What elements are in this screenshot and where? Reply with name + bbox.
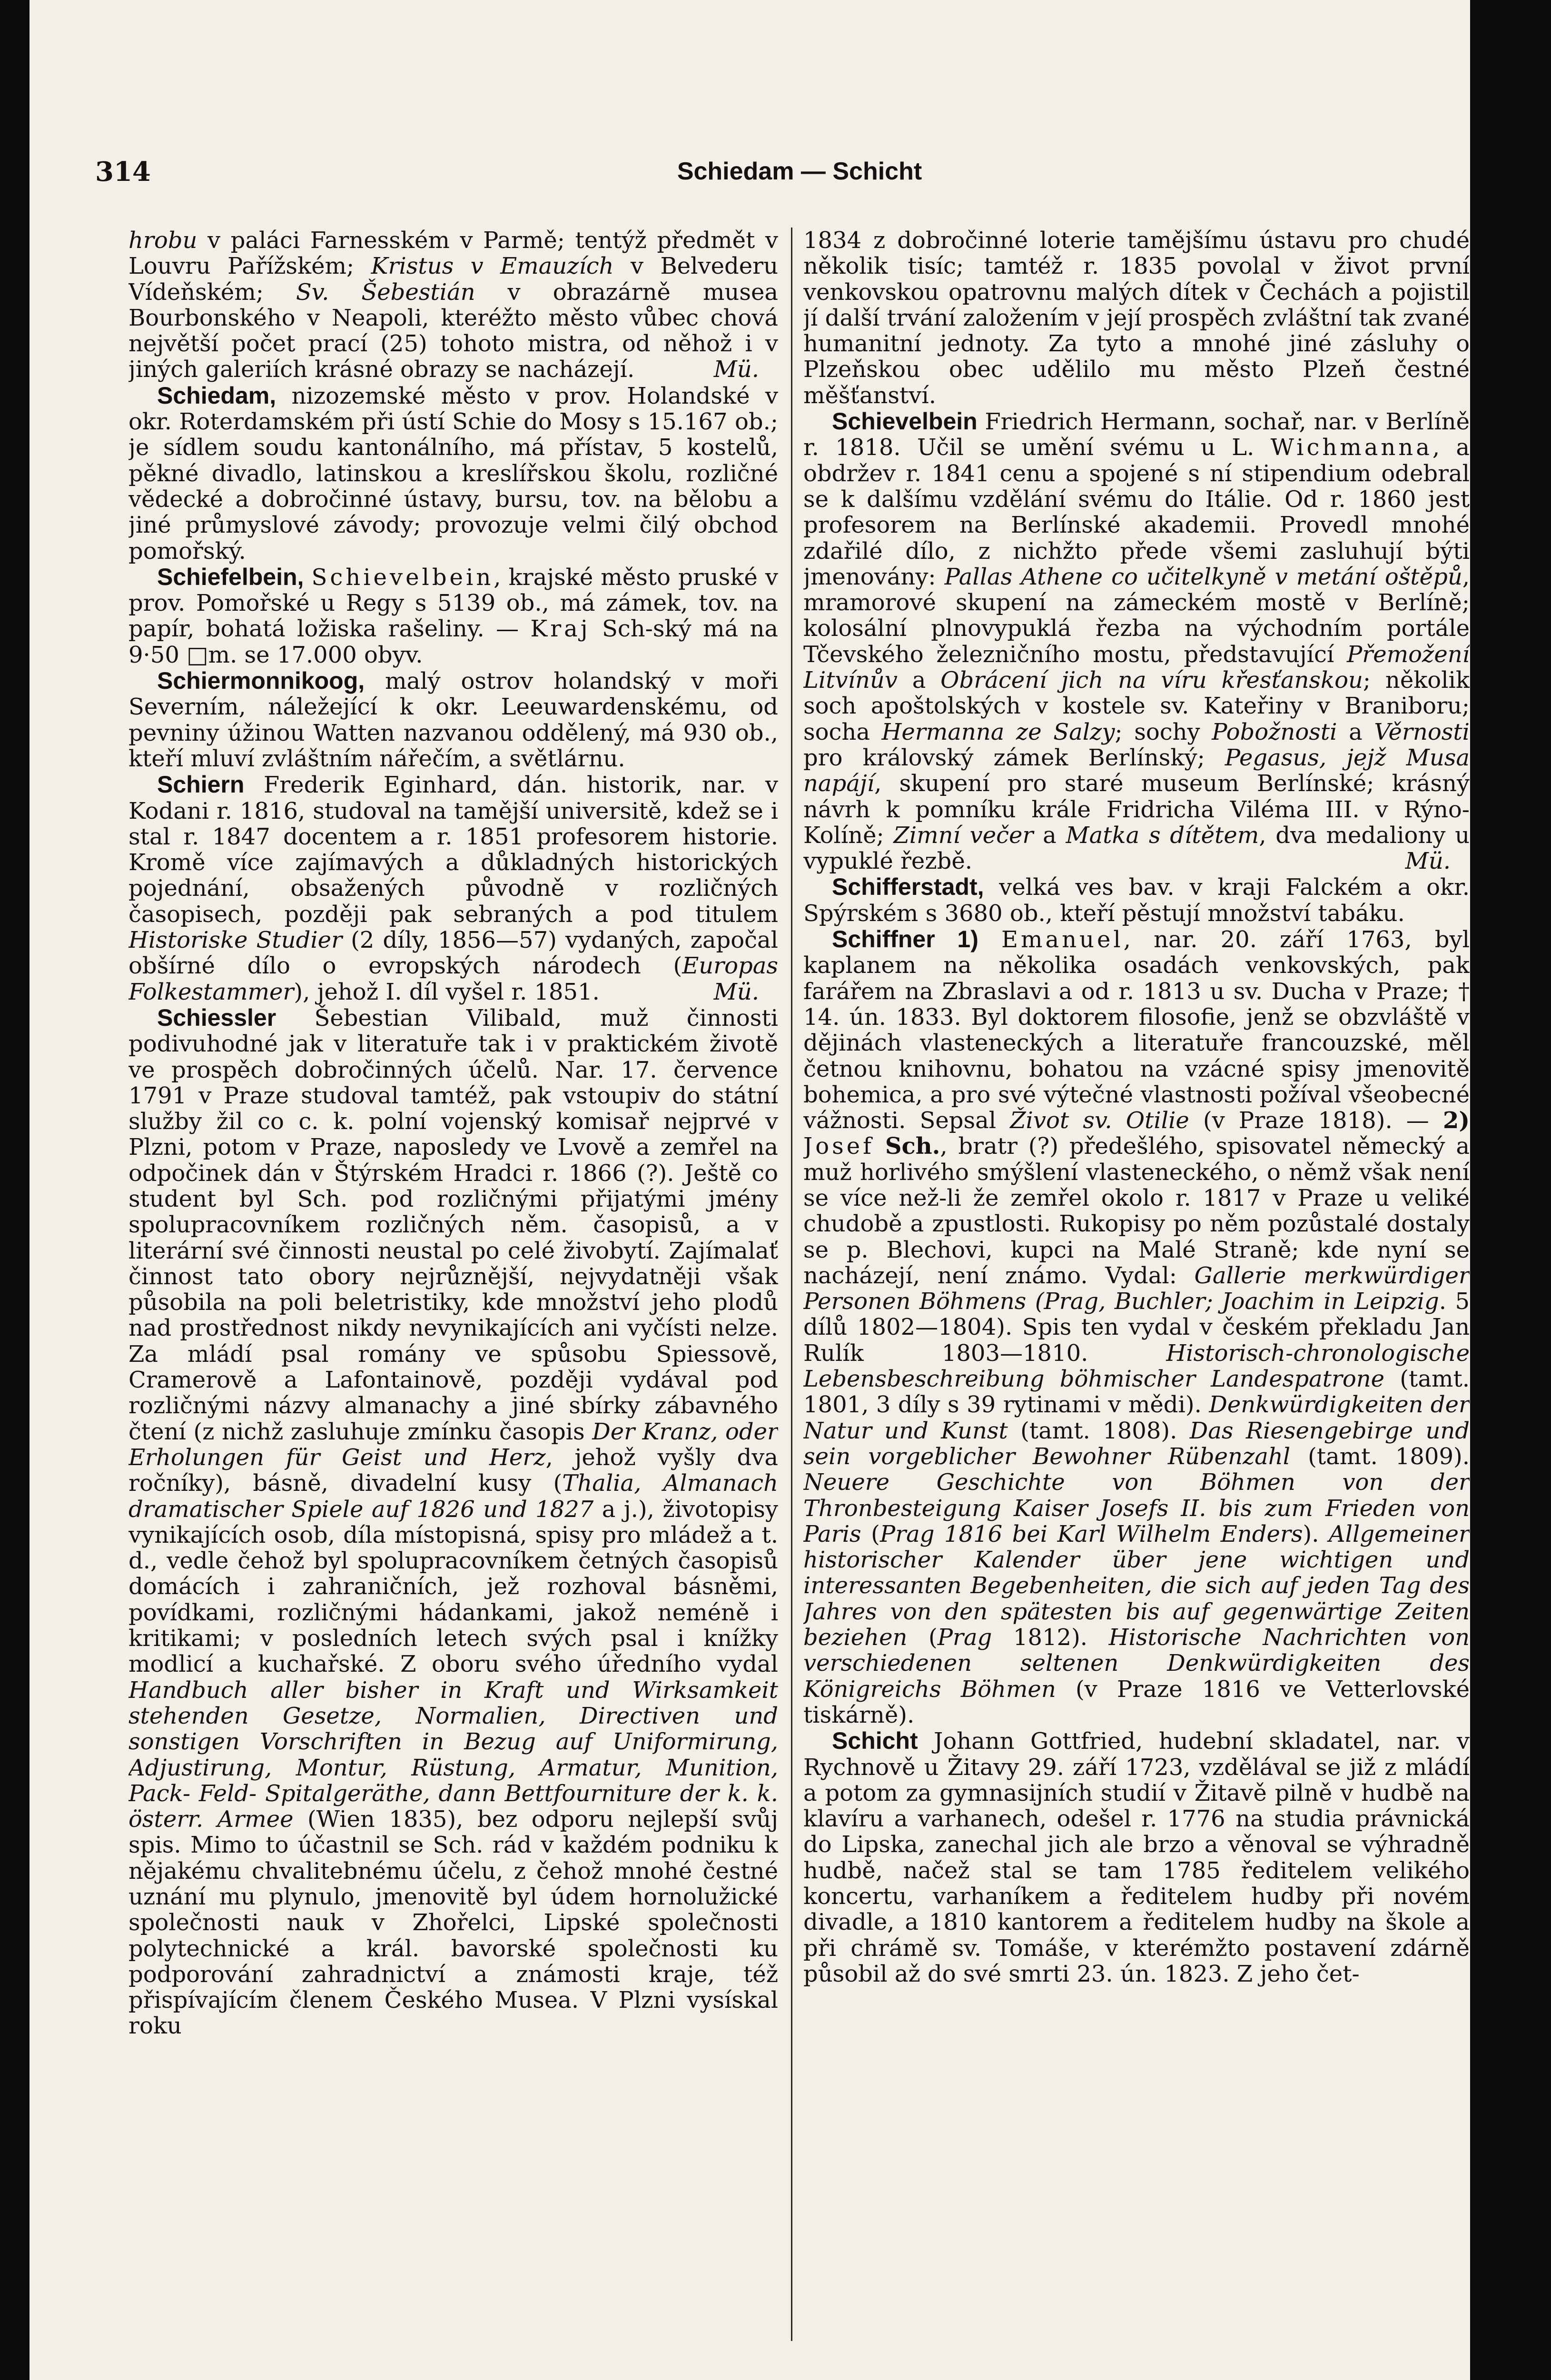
headword: Schiedam,: [157, 382, 277, 409]
entry-text: Schievelbein, krajské město pruské v prov. Pomořské u Regy s 5139 ob., má zámek, tov. na papír, bohatá ložiska rašeliny. — Kraj Sch-ský má na 9·50 □m. se 17.000 obyv.: [128, 564, 778, 668]
entry-text: nizozemské město v prov. Holandské v okr. Roterdamském při ústí Schie do Mosy s 15.167 ob.; je sídlem soudu kantonálního, má přístav, 5 kostelů, pěkné divadlo, latinskou a kreslířskou školu, rozličné vědecké a dobročinné ústavy, bursu, tov. na bělobu a jiné průmyslové závody; provozuje velmi čilý obchod pomořský.: [128, 382, 778, 565]
entry-schievelbein: [803, 408, 1470, 874]
entry-text: hrobu v paláci Farnesském v Parmě; tentýž předmět v Louvru Pařížském; Kristus v Emauzích v Belvederu Vídeňském; Sv. Šebestián v obrazárně musea Bourbonského v Neapoli, kteréžto město vůbec chová největší počet prací (25) tohoto mistra, od něhož i v jiných galeriích krásné obrazy se nacházejí.: [128, 228, 778, 383]
entry-cont: [128, 228, 778, 383]
headword: Schifferstadt,: [832, 873, 984, 901]
entry-text: Frederik Eginhard, dán. historik, nar. v Kodani r. 1816, studoval na tamější universitě, kdež se i stal r. 1847 docentem a r. 1851 profesorem historie. Kromě více zajímavých a důkladných historických pojednání, obsažených původně v rozličných časopisech, později pak sebraných a pod titulem Historiske Studier (2 díly, 1856—57) vydaných, započal obšírné dílo o evropských národech (Europas Folkestammer), jehož I. díl vyšel r. 1851.: [128, 772, 778, 1005]
author-signature: Mü.: [713, 356, 759, 383]
headword: Schiefelbein,: [157, 563, 304, 590]
page-number: 314: [95, 156, 151, 188]
author-signature: Mü.: [713, 978, 759, 1005]
entry-text: Emanuel, nar. 20. září 1763, byl kaplanem na několika osadách venkovských, pak farářem na Zbraslavi a od r. 1813 u sv. Ducha v Praze; † 14. ún. 1833. Byl doktorem filosofie, jenž se obzvláště v dějinách vlasteneckých a literatuře francouzské, měl četnou knihovnu, bohatou na vzácné spisy jmenovitě bohemica, a pro své výtečné vlastnosti požíval všeobecné vážnosti. Sepsal Život sv. Otilie (v Praze 1818). — 2) Josef Sch., bratr (?) předešlého, spisovatel německý a muž horlivého smýšlení vlasteneckého, o němž však není se více než-li že zemřel okolo r. 1817 v Praze u veliké chudobě a zpustlosti. Rukopisy po něm pozůstalé dostaly se p. Blechovi, kupci na Malé Straně; kde nyní se nacházejí, není známo. Vydal: Gallerie merkwürdiger Personen Böhmens (Prag, Buchler; Joachim in Leipzig. 5 dílů 1802—1804). Spis ten vydal v českém překladu Jan Rulík 1803—1810. Historisch-chronologische Lebensbeschreibung böhmischer Landespatrone (tamt. 1801, 3 díly s 39 rytinami v mědi). Denkwürdigkeiten der Natur und Kunst (tamt. 1808). Das Riesengebirge und sein vorgeblicher Bewohner Rübenzahl (tamt. 1809). Neuere Geschichte von Böhmen von der Thronbesteigung Kaiser Josefs II. bis zum Frieden von Paris (Prag 1816 bei Karl Wilhelm Enders). Allgemeiner historischer Kalender über jene wichtigen und interessanten Begebenheiten, die sich auf jeden Tag des Jahres von den spätesten bis auf gegenwärtige Zeiten beziehen (Prag 1812). Historische Nachrichten von verschiedenen seltenen Denkwürdigkeiten des Königreichs Böhmen (v Praze 1816 ve Vetterlovské tiskárně).: [803, 926, 1470, 1728]
entry-text: Johann Gottfried, hudební skladatel, nar. v Rychnově u Žitavy 29. září 1723, vzdělával se již z mládí a potom za gymnasijních studií v Žitavě pilně v hudbě na klavíru a varhanech, odešel r. 1776 na studia právnická do Lipska, zanechal jich ale brzo a věnoval se výhradně hudbě, načež stal se tam 1785 ředitelem velikého koncertu, varhaníkem a ředitelem hudby při novém divadle, a 1810 kantorem a ředitelem hudby na škole a při chrámě sv. Tomáše, v kterémžto postavení zdárně působil až do své smrti 23. ún. 1823. Z jeho čet-: [803, 1728, 1470, 1987]
author-signature: Mü.: [1405, 848, 1451, 875]
column-divider: [791, 228, 792, 2341]
running-head: Schiedam — Schicht: [677, 158, 922, 185]
entry-schiefelbein: [128, 564, 778, 668]
entry-schifferstadt: [803, 874, 1470, 926]
right-column: [803, 228, 1470, 2341]
headword: Schiermonnikoog,: [157, 667, 365, 694]
headword: Schiern: [157, 771, 245, 798]
entry-text: Šebestian Vilibald, muž činnosti podivuhodné jak v literatuře tak i v praktickém životě ve prospěch dobročinných účelů. Nar. 17. července 1791 v Praze studoval tamtéž, pak vstoupiv do státní služby žil co c. k. polní vojenský komisař nejprvé v Plzni, potom v Praze, naposledy ve Lvově a zemřel na odpočinek dán v Štýrském Hradci r. 1866 (?). Ještě co student byl Sch. pod rozličnými přijatými jmény spolupracovníkem rozličných něm. časopisů, a v literární své činnosti neustal po celé živobytí. Zajímalať činnost tato obory nejrůznější, nejvydatněji však působila na poli beletristiky, kde množství jeho plodů nad prostřednost nikdy nevynikajících ani vyčísti nelze. Za mládí psal romány ve spůsobu Spiessově, Cramerově a Lafontainově, později vydával pod rozličnými názvy almanachy a jiné sbírky zábavného čtení (z nichž zasluhuje zmínku časopis Der Kranz, oder Erholungen für Geist und Herz, jehož vyšly dva ročníky), básně, divadelní kusy (Thalia, Almanach dramatischer Spiele auf 1826 und 1827 a j.), životopisy vynikajících osob, díla místopisná, spisy pro mládež a t. d., vedle čehož byl spolupracovníkem četných časopisů domácích i zahraničních, jež rozhoval básněmi, povídkami, rozličnými hádankami, jakož neméně i kritikami; v posledních letech svých psal i knížky modlicí a kuchařské. Z oboru svého úředního vydal Handbuch aller bisher in Kraft und Wirksamkeit stehenden Gesetze, Normalien, Directiven und sonstigen Vorschriften in Bezug auf Uniformirung, Adjustirung, Montur, Rüstung, Armatur, Munition, Pack- Feld- Spitalgeräthe, dann Bettfourniture der k. k. österr. Armee (Wien 1835), bez odporu nejlepší svůj spis. Mimo to účastnil se Sch. rád v každém podniku k nějakému chvalitebnému účelu, z čehož mnohé čestné uznání mu plynulo, jmenovitě byl údem hornolužické společnosti nauk v Zhořelci, Lipské společnosti polytechnické a král. bavorské společnosti ku podporování zahradnictví a známosti kraje, též přispívajícím členem Českého Musea. V Plzni vysískal roku: [128, 1004, 778, 2040]
headword: Schicht: [832, 1727, 918, 1755]
entry-text: malý ostrov holandský v moři Severním, náležející k okr. Leeuwardenskému, od pevniny úžinou Watten nazvanou oddělený, má 930 ob., kteří mluví zvláštním nářečím, a světlárnu.: [128, 668, 778, 772]
entry-schiedam: [128, 383, 778, 564]
scan-border-right: [1470, 0, 1551, 2380]
scan-border-left: [0, 0, 30, 2380]
entry-text: Friedrich Hermann, sochař, nar. v Berlíně r. 1818. Učil se umění svému u L. Wichmanna, a obdržev r. 1841 cenu a spojené s ní stipendium odebral se k dalšímu vzdělání svému do Itálie. Od r. 1860 jest profesorem na Berlínské akademii. Provedl mnohé zdařilé dílo, z nichžto přede všemi zasluhují býti jmenovány: Pallas Athene co učitelkyně v metání oštěpů, mramorové skupení na zámeckém mostě v Berlíně; kolosální plnovypuklá řezba na východním portále Tčevského železničního mostu, představující Přemožení Litvínův a Obrácení jich na víru křesťanskou; několik soch apoštolských v kostele sv. Kateřiny v Braniboru; socha Hermanna ze Salzy; sochy Pobožnosti a Věrnosti pro královský zámek Berlínský; Pegasus, jejž Musa napájí, skupení pro staré museum Berlínské; krásný návrh k pomníku krále Fridricha Viléma III. v Rýno-Kolíně; Zimní večer a Matka s dítětem, dva medaliony u vypuklé řezbě.: [803, 408, 1470, 875]
left-column: [128, 228, 778, 2341]
entry-schiermonnikoog: [128, 668, 778, 772]
entry-schicht: [803, 1728, 1470, 1987]
entry-text: velká ves bav. v kraji Falckém a okr. Spýrském s 3680 ob., kteří pěstují množství tabáku.: [803, 874, 1470, 927]
headword: Schiffner 1): [832, 926, 978, 953]
entry-text: 1834 z dobročinné loterie tamějšímu ústavu pro chudé několik tisíc; tamtéž r. 1835 povolal v život první venkovskou opatrovnu malých dítek v Čechách a pojistil jí další trvání založením v její prospěch zvláštní tak zvané humanitní jednoty. Za tyto a mnohé jiné zásluhy o Plzeňskou obec udělilo mu město Plzeň čestné měšťanství.: [803, 228, 1470, 409]
entry-schiern: [128, 772, 778, 1005]
headword: Schievelbein: [832, 408, 978, 435]
entry-cont2: [803, 228, 1470, 408]
headword: Schiessler: [157, 1004, 277, 1031]
entry-schiffner: [803, 926, 1470, 1728]
entry-schiessler: [128, 1005, 778, 2039]
